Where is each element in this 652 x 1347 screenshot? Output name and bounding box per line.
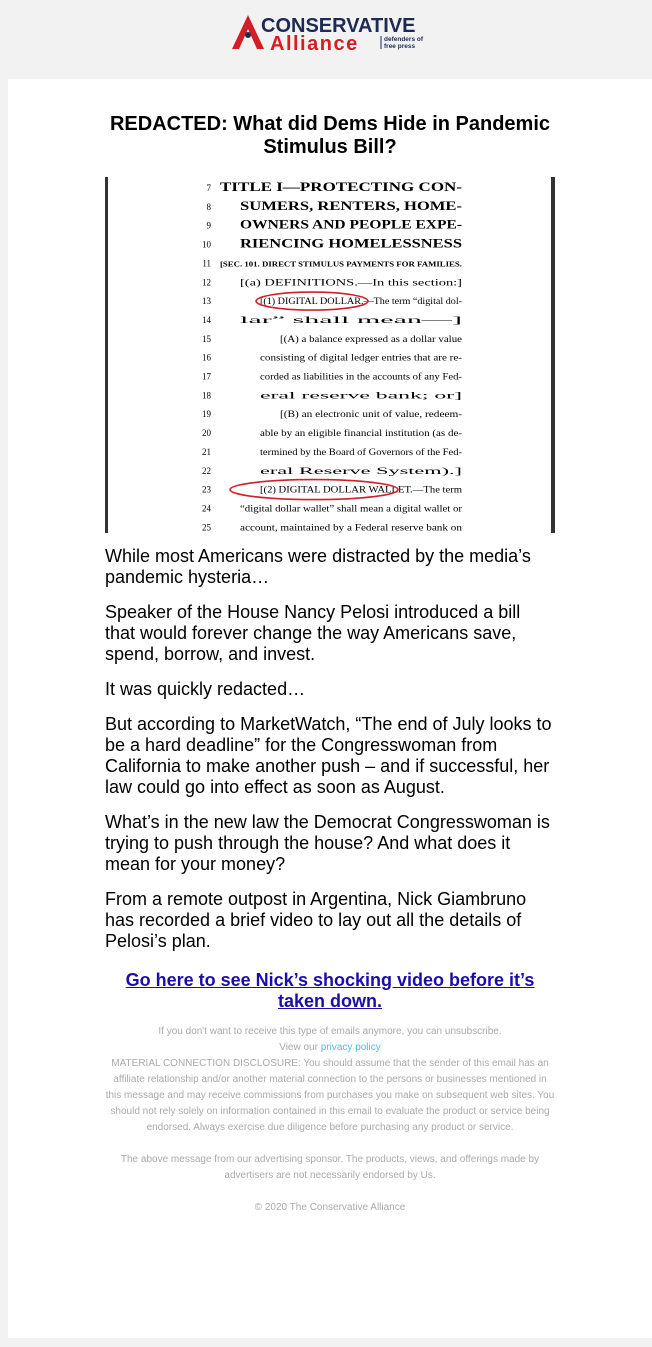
bill-line-number: 12 (202, 277, 211, 288)
article-body (105, 546, 555, 1216)
bill-line-number: 9 (206, 220, 211, 231)
logo-person-mark (245, 32, 251, 38)
email-body (8, 79, 652, 1338)
logo-line1: CONSERVATIVE (261, 15, 416, 37)
email-footer (105, 1024, 555, 1216)
bill-line-number: 11 (202, 258, 211, 269)
bill-line-text: [(1) DIGITAL DOLLAR.—The term “digital dol- (260, 296, 462, 307)
privacy-policy-link[interactable]: privacy policy (320, 1042, 381, 1053)
bill-document-image (105, 177, 555, 533)
logo-tagline2: free press (384, 43, 416, 50)
bill-line-text: [(a) DEFINITIONS.—In this section:] (240, 277, 462, 288)
bill-line-text: RIENCING HOMELESSNESS (240, 235, 462, 251)
bill-line-text: [(B) an electronic unit of value, redeem- (280, 409, 462, 420)
bill-scan (108, 177, 551, 533)
bill-line-text: lar” shall mean—] (240, 314, 462, 325)
paragraph-1: While most Americans were distracted by the media’s pandemic hysteria… (105, 546, 531, 587)
bill-line-text: [(A) a balance expressed as a dollar value (280, 333, 462, 344)
bill-line-number: 18 (202, 390, 211, 401)
bill-line-number: 14 (202, 314, 211, 325)
bill-line-number: 22 (202, 465, 211, 476)
paragraph-4: But according to MarketWatch, “The end of July looks to be a hard deadline” for the Congresswoman from California to make another push – and if successful, her law could go into effect as soon as August. (105, 714, 552, 797)
paragraph-3: It was quickly redacted… (105, 679, 306, 699)
logo-tagline1: defenders of (384, 36, 424, 43)
bill-line-number: 20 (202, 428, 211, 439)
bill-line-number: 24 (202, 503, 211, 514)
bill-line-text: eral reserve bank; or] (260, 390, 462, 401)
bill-line-number: 17 (202, 371, 211, 382)
bill-line-text: OWNERS AND PEOPLE EXPE- (240, 216, 462, 232)
bill-line-text: SUMERS, RENTERS, HOME- (240, 197, 462, 213)
video-cta-link[interactable]: Go here to see Nick’s shocking video before it’s taken down. (125, 970, 535, 1011)
bill-line-text: account, maintained by a Federal reserve bank on (240, 522, 463, 533)
bill-line-text: able by an eligible financial institution (as de- (260, 428, 462, 439)
paragraph-2: Speaker of the House Nancy Pelosi introduced a bill that would forever change the way Americans save, spend, borrow, and invest. (105, 602, 521, 664)
bill-line-number: 8 (206, 201, 211, 212)
copyright-text: © 2020 The Conservative Alliance (254, 1202, 406, 1213)
privacy-line (105, 1040, 555, 1056)
bill-line-text: termined by the Board of Governors of the Fed- (260, 446, 462, 457)
bill-line-number: 19 (202, 409, 211, 420)
bill-line-text: [SEC. 101. DIRECT STIMULUS PAYMENTS FOR FAMILIES. (220, 259, 463, 269)
bill-line-number: 10 (202, 239, 211, 250)
bill-line-text: eral Reserve System).] (260, 465, 462, 476)
bill-line-number: 15 (202, 333, 211, 344)
bill-line-text: corded as liabilities in the accounts of any Fed- (260, 371, 462, 382)
paragraph-6: From a remote outpost in Argentina, Nick Giambruno has recorded a brief video to lay out all the details of Pelosi’s plan. (105, 889, 527, 951)
paragraph-5: What’s in the new law the Democrat Congresswoman is trying to push through the house? And what does it mean for your money? (105, 812, 550, 874)
unsubscribe-text: If you don't want to receive this type of emails anymore, you can unsubscribe. (158, 1026, 502, 1037)
privacy-prefix: View our (279, 1042, 321, 1053)
email-header (0, 0, 652, 79)
bill-line-number: 23 (202, 484, 211, 495)
sponsor-text: The above message from our advertising sponsor. The products, views, and offerings made by advertisers are not necessarily endorsed by Us. (120, 1154, 540, 1181)
bill-line-number: 21 (202, 446, 211, 457)
disclosure-text: MATERIAL CONNECTION DISCLOSURE: You should assume that the sender of this email has an affiliate relationship and/or another material connection to the persons or businesses mentioned in this message and may receive commissions from purchases you make on subsequent web sites. You should not rely solely on information contained in this email to evaluate the product or service being endorsed. Always exercise due diligence before purchasing any product or service. (105, 1058, 555, 1133)
bill-line-text: consisting of digital ledger entries that are re- (260, 352, 462, 363)
bill-line-number: 16 (202, 352, 211, 363)
conservative-alliance-logo (230, 12, 430, 52)
bill-line-number: 13 (202, 296, 211, 307)
logo-line2: Alliance (270, 33, 359, 52)
bill-line-text: [(2) DIGITAL DOLLAR WALLET.—The term (260, 484, 462, 495)
article-title: REDACTED: What did Dems Hide in Pandemic Stimulus Bill? (109, 113, 551, 158)
bill-line-text: “digital dollar wallet” shall mean a digital wallet or (240, 503, 463, 514)
bill-line-number: 7 (206, 183, 211, 193)
bill-line-text: TITLE I—PROTECTING CON- (220, 179, 462, 194)
bill-line-number: 25 (202, 522, 211, 533)
